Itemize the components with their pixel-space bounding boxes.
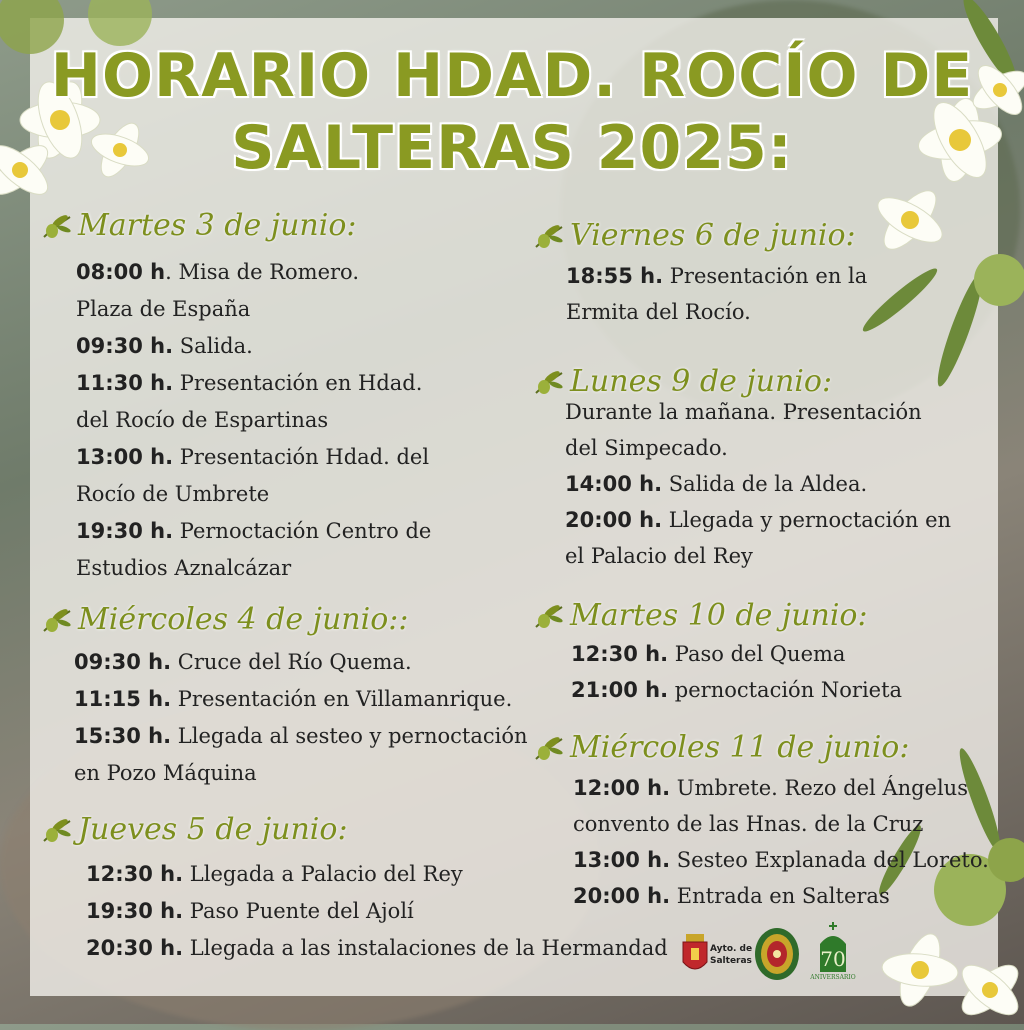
- ayto-salteras-logo: [680, 930, 753, 986]
- day-heading-text: Lunes 9 de junio:: [570, 364, 833, 399]
- schedule-line: [571, 678, 902, 702]
- olive-branch-icon: [40, 605, 74, 635]
- schedule-line: [76, 445, 429, 469]
- event-text: convento de las Hnas. de la Cruz: [573, 812, 924, 836]
- day-heading-text: Jueves 5 de junio:: [78, 812, 348, 847]
- event-text: Plaza de España: [76, 297, 251, 321]
- schedule-line: [86, 899, 414, 923]
- event-time: 14:00 h.: [565, 472, 663, 496]
- event-text: Ermita del Rocío.: [566, 300, 751, 324]
- day-heading-text: Martes 3 de junio:: [78, 208, 357, 243]
- event-time: 20:00 h.: [573, 884, 671, 908]
- schedule-line: [76, 482, 269, 506]
- event-text: Presentación en Villamanrique.: [177, 687, 513, 711]
- schedule-line: [573, 776, 968, 800]
- olive-branch-icon: [40, 815, 74, 845]
- schedule-line: [76, 408, 328, 432]
- event-text: Rocío de Umbrete: [76, 482, 270, 506]
- ayto-label-2: Salteras: [710, 956, 752, 966]
- event-text: del Rocío de Espartinas: [76, 408, 329, 432]
- event-time: 20:00 h.: [565, 508, 663, 532]
- coat-of-arms-icon: [680, 934, 710, 978]
- event-text: Sesteo Explanada del Loreto.: [676, 848, 989, 872]
- ayto-label-1: Ayto. de: [710, 944, 753, 954]
- event-time: 19:30 h.: [76, 519, 174, 543]
- day-heading-text: Martes 10 de junio:: [570, 598, 868, 633]
- event-time: 09:30 h.: [76, 334, 174, 358]
- olive-branch-icon: [40, 211, 74, 241]
- schedule-line: [76, 371, 422, 395]
- event-text: Presentación en la: [669, 264, 868, 288]
- day-heading-text: Miércoles 4 de junio::: [78, 602, 409, 637]
- event-text: Presentación en Hdad.: [179, 371, 423, 395]
- event-text: en Pozo Máquina: [74, 761, 257, 785]
- day-heading-text: Viernes 6 de junio:: [570, 218, 856, 253]
- schedule-line: [76, 556, 291, 580]
- event-text: Cruce del Río Quema.: [177, 650, 412, 674]
- schedule-line: [565, 544, 753, 568]
- event-text: del Simpecado.: [565, 436, 728, 460]
- olive-branch-icon: [532, 601, 566, 631]
- hermandad-seal-icon: [752, 926, 802, 982]
- schedule-line: [573, 848, 989, 872]
- day-heading: [532, 218, 856, 253]
- title-line-2: SALTERAS 2025:: [231, 113, 793, 183]
- event-time: 21:00 h.: [571, 678, 669, 702]
- event-text: Salida de la Aldea.: [668, 472, 868, 496]
- schedule-line: [74, 687, 512, 711]
- schedule-line: [565, 436, 728, 460]
- schedule-line: [86, 936, 668, 960]
- schedule-line: [571, 642, 845, 666]
- schedule-line: [573, 812, 923, 836]
- event-text: Presentación Hdad. del: [179, 445, 430, 469]
- event-time: 18:55 h.: [566, 264, 664, 288]
- event-time: 12:00 h.: [573, 776, 671, 800]
- day-heading: [40, 812, 348, 847]
- olive-branch-icon: [532, 221, 566, 251]
- event-time: 13:00 h.: [76, 445, 174, 469]
- event-time: 11:30 h.: [76, 371, 174, 395]
- aniversario-logo: [808, 920, 858, 988]
- aniversario-label: ANIVERSARIO: [810, 974, 856, 981]
- olive-branch-icon: [532, 367, 566, 397]
- event-text: Paso Puente del Ajolí: [189, 899, 414, 923]
- schedule-line: [566, 300, 751, 324]
- event-time: 11:15 h.: [74, 687, 172, 711]
- schedule-line: [76, 334, 253, 358]
- schedule-line: [76, 297, 250, 321]
- schedule-line: [86, 862, 463, 886]
- page-title: [0, 40, 1024, 184]
- day-heading: [532, 598, 868, 633]
- chapel-icon: [808, 920, 858, 976]
- event-time: 08:00 h: [76, 260, 166, 284]
- schedule-line: [565, 472, 867, 496]
- schedule-line: 08:00 h. Misa de Romero.: [76, 260, 359, 284]
- event-text: Llegada a Palacio del Rey: [189, 862, 463, 886]
- event-time: 19:30 h.: [86, 899, 184, 923]
- schedule-line: [573, 884, 890, 908]
- schedule-line: [565, 508, 951, 532]
- schedule-line: [74, 761, 257, 785]
- event-text: Entrada en Salteras: [676, 884, 890, 908]
- event-text: Llegada a las instalaciones de la Hermandad: [189, 936, 668, 960]
- schedule-line: [74, 724, 528, 748]
- event-time: 09:30 h.: [74, 650, 172, 674]
- olive-branch-icon: [532, 733, 566, 763]
- day-heading: [40, 602, 408, 637]
- schedule-line: [566, 264, 867, 288]
- day-heading: [40, 208, 357, 243]
- event-text: Pernoctación Centro de: [179, 519, 432, 543]
- day-heading: [532, 364, 832, 399]
- event-text: Llegada y pernoctación en: [668, 508, 952, 532]
- event-text: el Palacio del Rey: [565, 544, 753, 568]
- event-text: Paso del Quema: [674, 642, 846, 666]
- event-time: 12:30 h.: [571, 642, 669, 666]
- event-time: 13:00 h.: [573, 848, 671, 872]
- schedule-line: [74, 650, 412, 674]
- event-text: pernoctación Norieta: [674, 678, 903, 702]
- event-text: Salida.: [179, 334, 253, 358]
- svg-text:70: 70: [820, 947, 846, 971]
- schedule-line: [76, 519, 431, 543]
- event-text: Estudios Aznalcázar: [76, 556, 292, 580]
- event-time: 15:30 h.: [74, 724, 172, 748]
- schedule-line: [565, 400, 922, 424]
- day-heading: [532, 730, 909, 765]
- event-text: Durante la mañana. Presentación: [565, 400, 922, 424]
- event-text: Llegada al sesteo y pernoctación: [177, 724, 528, 748]
- event-time: 20:30 h.: [86, 936, 184, 960]
- day-heading-text: Miércoles 11 de junio:: [570, 730, 910, 765]
- event-text: Umbrete. Rezo del Ángelus: [676, 776, 968, 800]
- event-text: Misa de Romero.: [178, 260, 359, 284]
- title-line-1: HORARIO HDAD. ROCÍO DE: [50, 41, 974, 111]
- event-time: 12:30 h.: [86, 862, 184, 886]
